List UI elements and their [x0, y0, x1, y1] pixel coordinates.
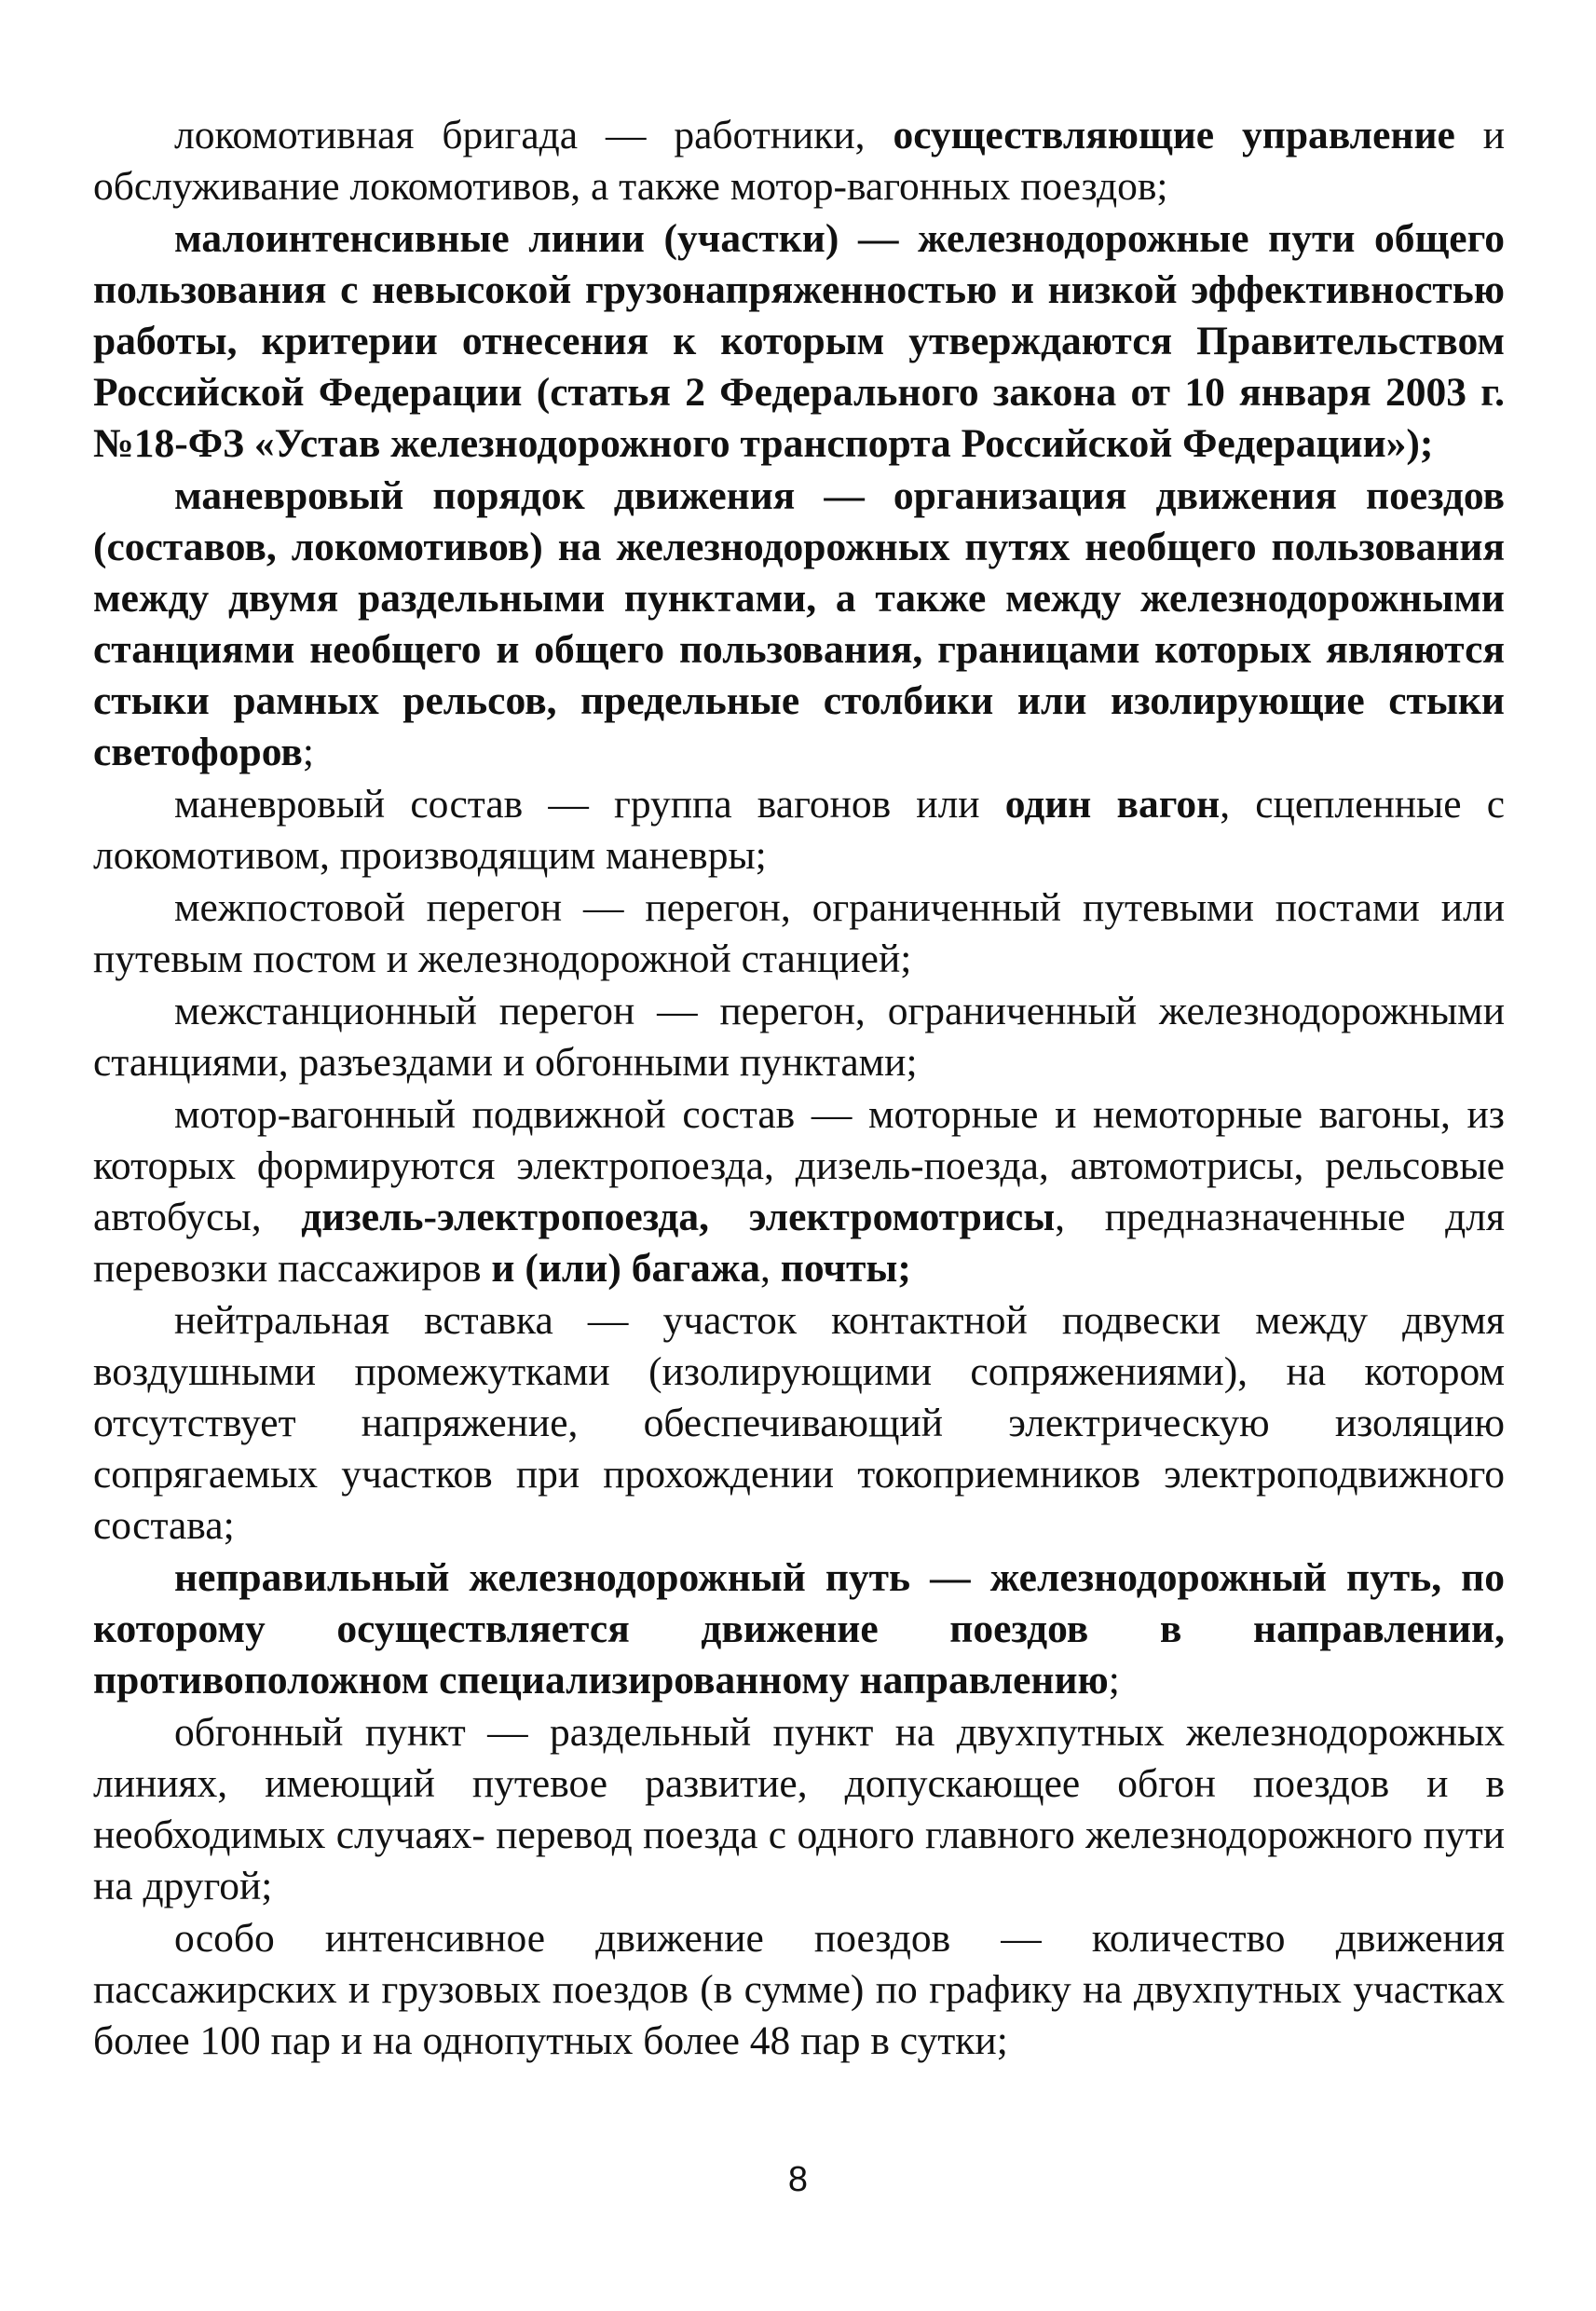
page-number: 8: [787, 2160, 809, 2199]
paragraph-malointensivnye-linii: малоинтенсивные линии (участки) — железнодорожные пути общего пользования с невысокой грузонапряженностью и низкой эффективностью работы, критерии отнесения к которым утверждаются Правительством Российской Федерации (статья 2 Федерального закона от 10 января 2003 г. №18-ФЗ «Устав железнодорожного транспорта Российской Федерации»);: [93, 216, 1505, 466]
paragraph-manevrovyi-poryadok: маневровый порядок движения — организация движения поездов (составов, локомотивов) на железнодорожных путях необщего пользования между двумя раздельными пунктами, а также между железнодорожными станциями необщего и общего пользования, границами которых являются стыки рамных рельсов, предельные столбики или изолирующие стыки светофоров;: [93, 473, 1505, 774]
document-body: [93, 110, 1505, 2068]
paragraph-manevrovyi-sostav: маневровый состав — группа вагонов или один вагон, сцепленные с локомотивом, производящим маневры;: [93, 782, 1506, 878]
paragraph-neitralnaya-vstavka: нейтральная вставка — участок контактной подвески между двумя воздушными промежутками (изолирующими сопряжениями), на котором отсутствует напряжение, обеспечивающий электрическую изоляцию сопрягаемых участков при прохождении токоприемников электроподвижного состава;: [93, 1298, 1505, 1548]
paragraph-motor-vagonnyi-sostav: мотор-вагонный подвижной состав — моторные и немоторные вагоны, из которых формируются электропоезда, дизель-поезда, автомотрисы, рельсовые автобусы, дизель-электропоезда, электромотрисы, предназначенные для перевозки пассажиров и (или) багажа, почты;: [93, 1092, 1505, 1291]
paragraph-mezhstantsionnyi-peregon: межстанционный перегон — перегон, ограниченный железнодорожными станциями, разъездами и обгонными пунктами;: [93, 989, 1505, 1085]
paragraph-nepravilnyi-put: неправильный железнодорожный путь — железнодорожный путь, по которому осуществляется движение поездов в направлении, противоположном специализированному направлению;: [93, 1555, 1505, 1702]
paragraph-osobo-intensivnoe-dvizhenie: особо интенсивное движение поездов — количество движения пассажирских и грузовых поездов (в сумме) по графику на двухпутных участках более 100 пар и на однопутных более 48 пар в сутки;: [93, 1916, 1505, 2063]
paragraph-mezhpostovoi-peregon: межпостовой перегон — перегон, ограниченный путевыми постами или путевым постом и железнодорожной станцией;: [93, 885, 1505, 981]
paragraph-obgonnyi-punkt: обгонный пункт — раздельный пункт на двухпутных железнодорожных линиях, имеющий путевое развитие, допускающее обгон поездов и в необходимых случаях- перевод поезда с одного главного железнодорожного пути на другой;: [93, 1710, 1505, 1908]
paragraph-lokomotivnaya-brigada: локомотивная бригада — работники, осуществляющие управление и обслуживание локомотивов, а также мотор-вагонных поездов;: [93, 113, 1505, 209]
